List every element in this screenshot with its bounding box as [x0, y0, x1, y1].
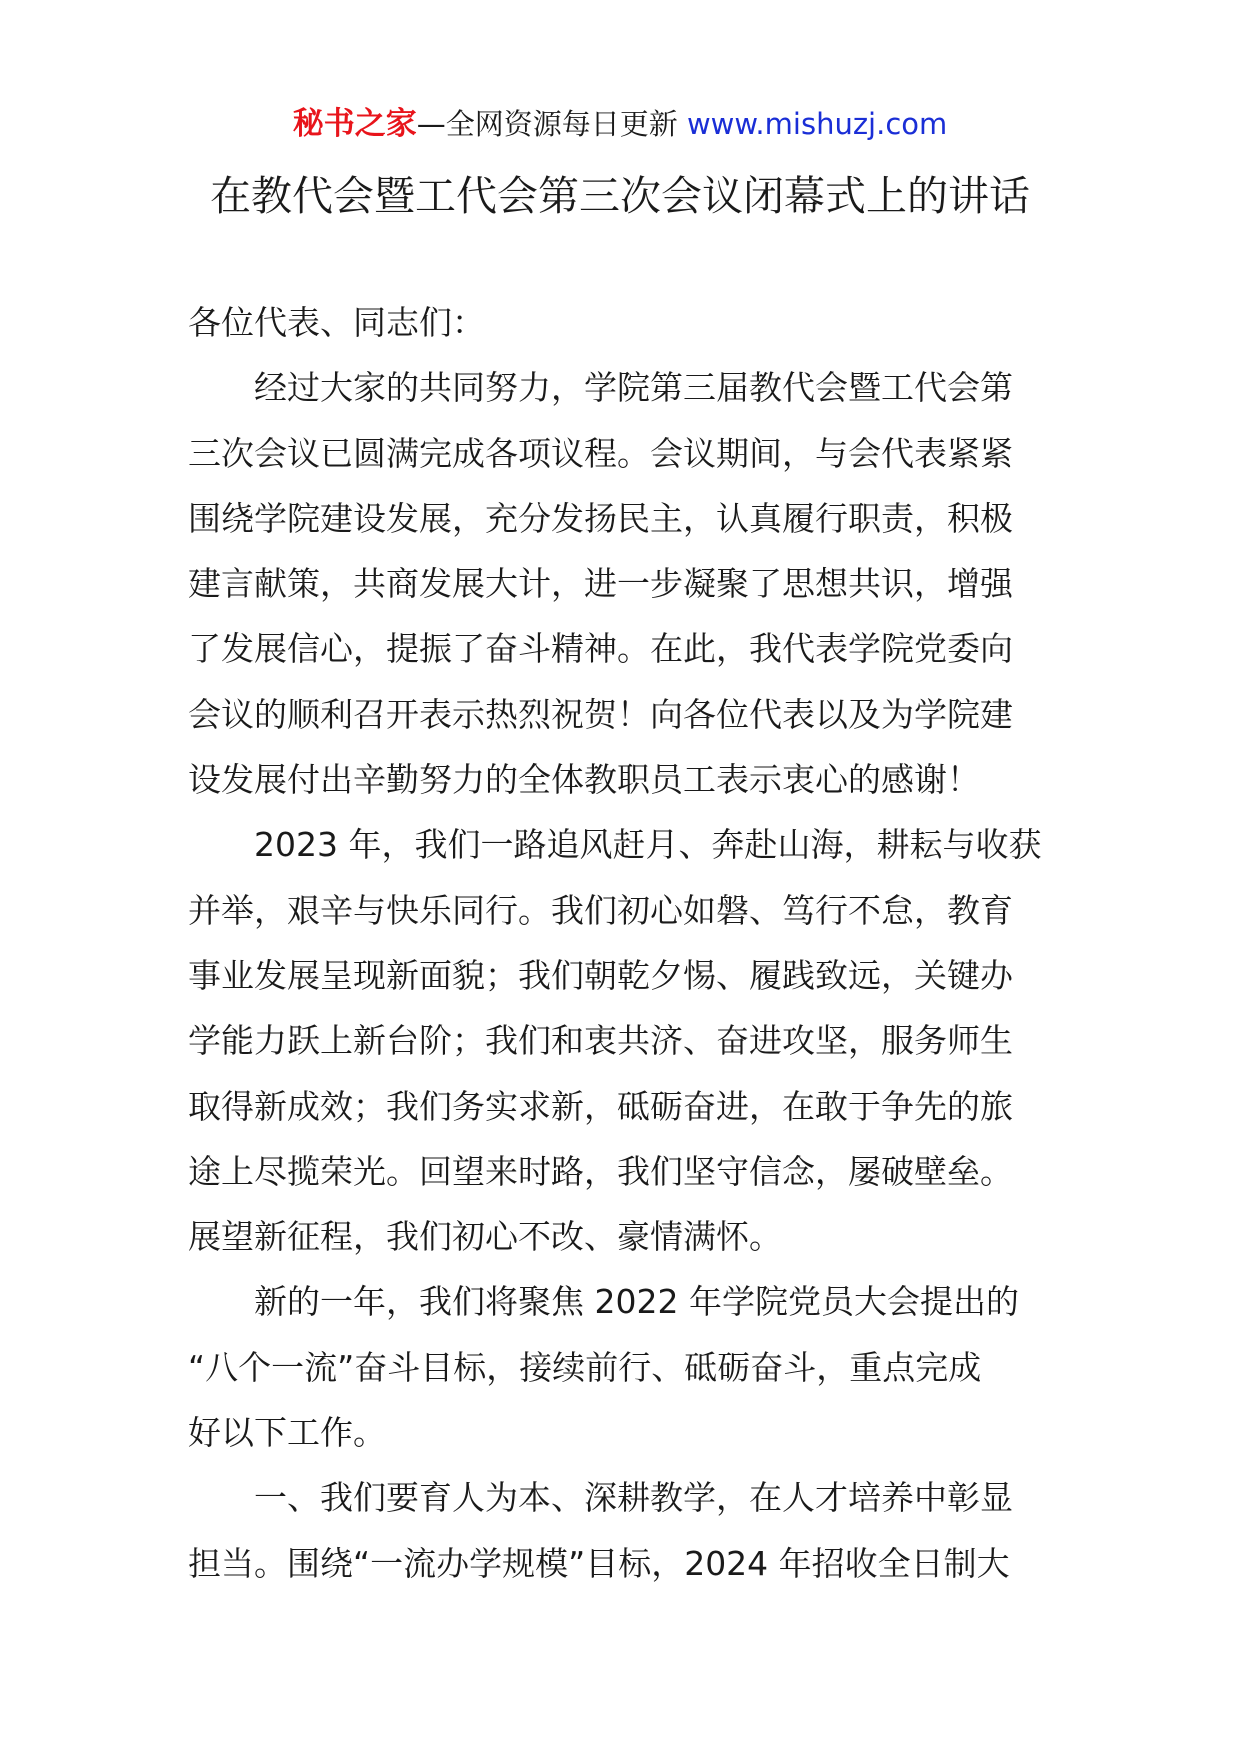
paragraph-line: “八个一流”奋斗目标，接续前行、砥砺奋斗，重点完成 [188, 1347, 982, 1387]
paragraph-line: 经过大家的共同努力，学院第三届教代会暨工代会第 [254, 368, 1013, 408]
section-heading-line: 一、我们要育人为本、深耕教学，在人才培养中彰显 [254, 1478, 1013, 1518]
site-url-link[interactable]: www.mishuzj.com [686, 107, 948, 141]
paragraph-line: 三次会议已圆满完成各项议程。会议期间，与会代表紧紧 [188, 433, 1013, 473]
paragraph-line: 担当。围绕“一流办学规模”目标，2024 年招收全日制大 [188, 1543, 1010, 1583]
paragraph-line: 新的一年，我们将聚焦 2022 年学院党员大会提出的 [254, 1282, 1019, 1322]
paragraph-line: 好以下工作。 [188, 1413, 386, 1453]
paragraph-line: 取得新成效；我们务实求新，砥砺奋进，在敢于争先的旅 [188, 1086, 1013, 1126]
document-title: 在教代会暨工代会第三次会议闭幕式上的讲话 [210, 172, 1030, 220]
speech-body [188, 290, 1056, 1596]
paragraph-line: 围绕学院建设发展，充分发扬民主，认真履行职责，积极 [188, 498, 1013, 538]
salutation: 各位代表、同志们： [188, 303, 485, 342]
paragraph-line: 设发展付出辛勤努力的全体教职员工表示衷心的感谢！ [188, 760, 980, 800]
paragraph-line: 展望新征程，我们初心不改、豪情满怀。 [188, 1217, 782, 1257]
paragraph-line: 建言献策，共商发展大计，进一步凝聚了思想共识，增强 [188, 564, 1013, 604]
banner-slogan: —全网资源每日更新 [416, 107, 687, 141]
paragraph-line: 并举，艰辛与快乐同行。我们初心如磐、笃行不怠，教育 [188, 890, 1013, 930]
paragraph-line: 事业发展呈现新面貌；我们朝乾夕惕、履践致远，关键办 [188, 955, 1013, 995]
paragraph-line: 途上尽揽荣光。回望来时路，我们坚守信念，屡破壁垒。 [188, 1151, 1013, 1191]
paragraph-line: 了发展信心，提振了奋斗精神。在此，我代表学院党委向 [188, 629, 1013, 669]
paragraph-line: 2023 年，我们一路追风赶月、奔赴山海，耕耘与收获 [254, 825, 1042, 865]
paragraph-line: 学能力跃上新台阶；我们和衷共济、奋进攻坚，服务师生 [188, 1021, 1013, 1061]
paragraph-line: 会议的顺利召开表示热烈祝贺！向各位代表以及为学院建 [188, 694, 1013, 734]
site-banner [0, 104, 1240, 144]
brand-name: 秘书之家 [292, 106, 417, 142]
